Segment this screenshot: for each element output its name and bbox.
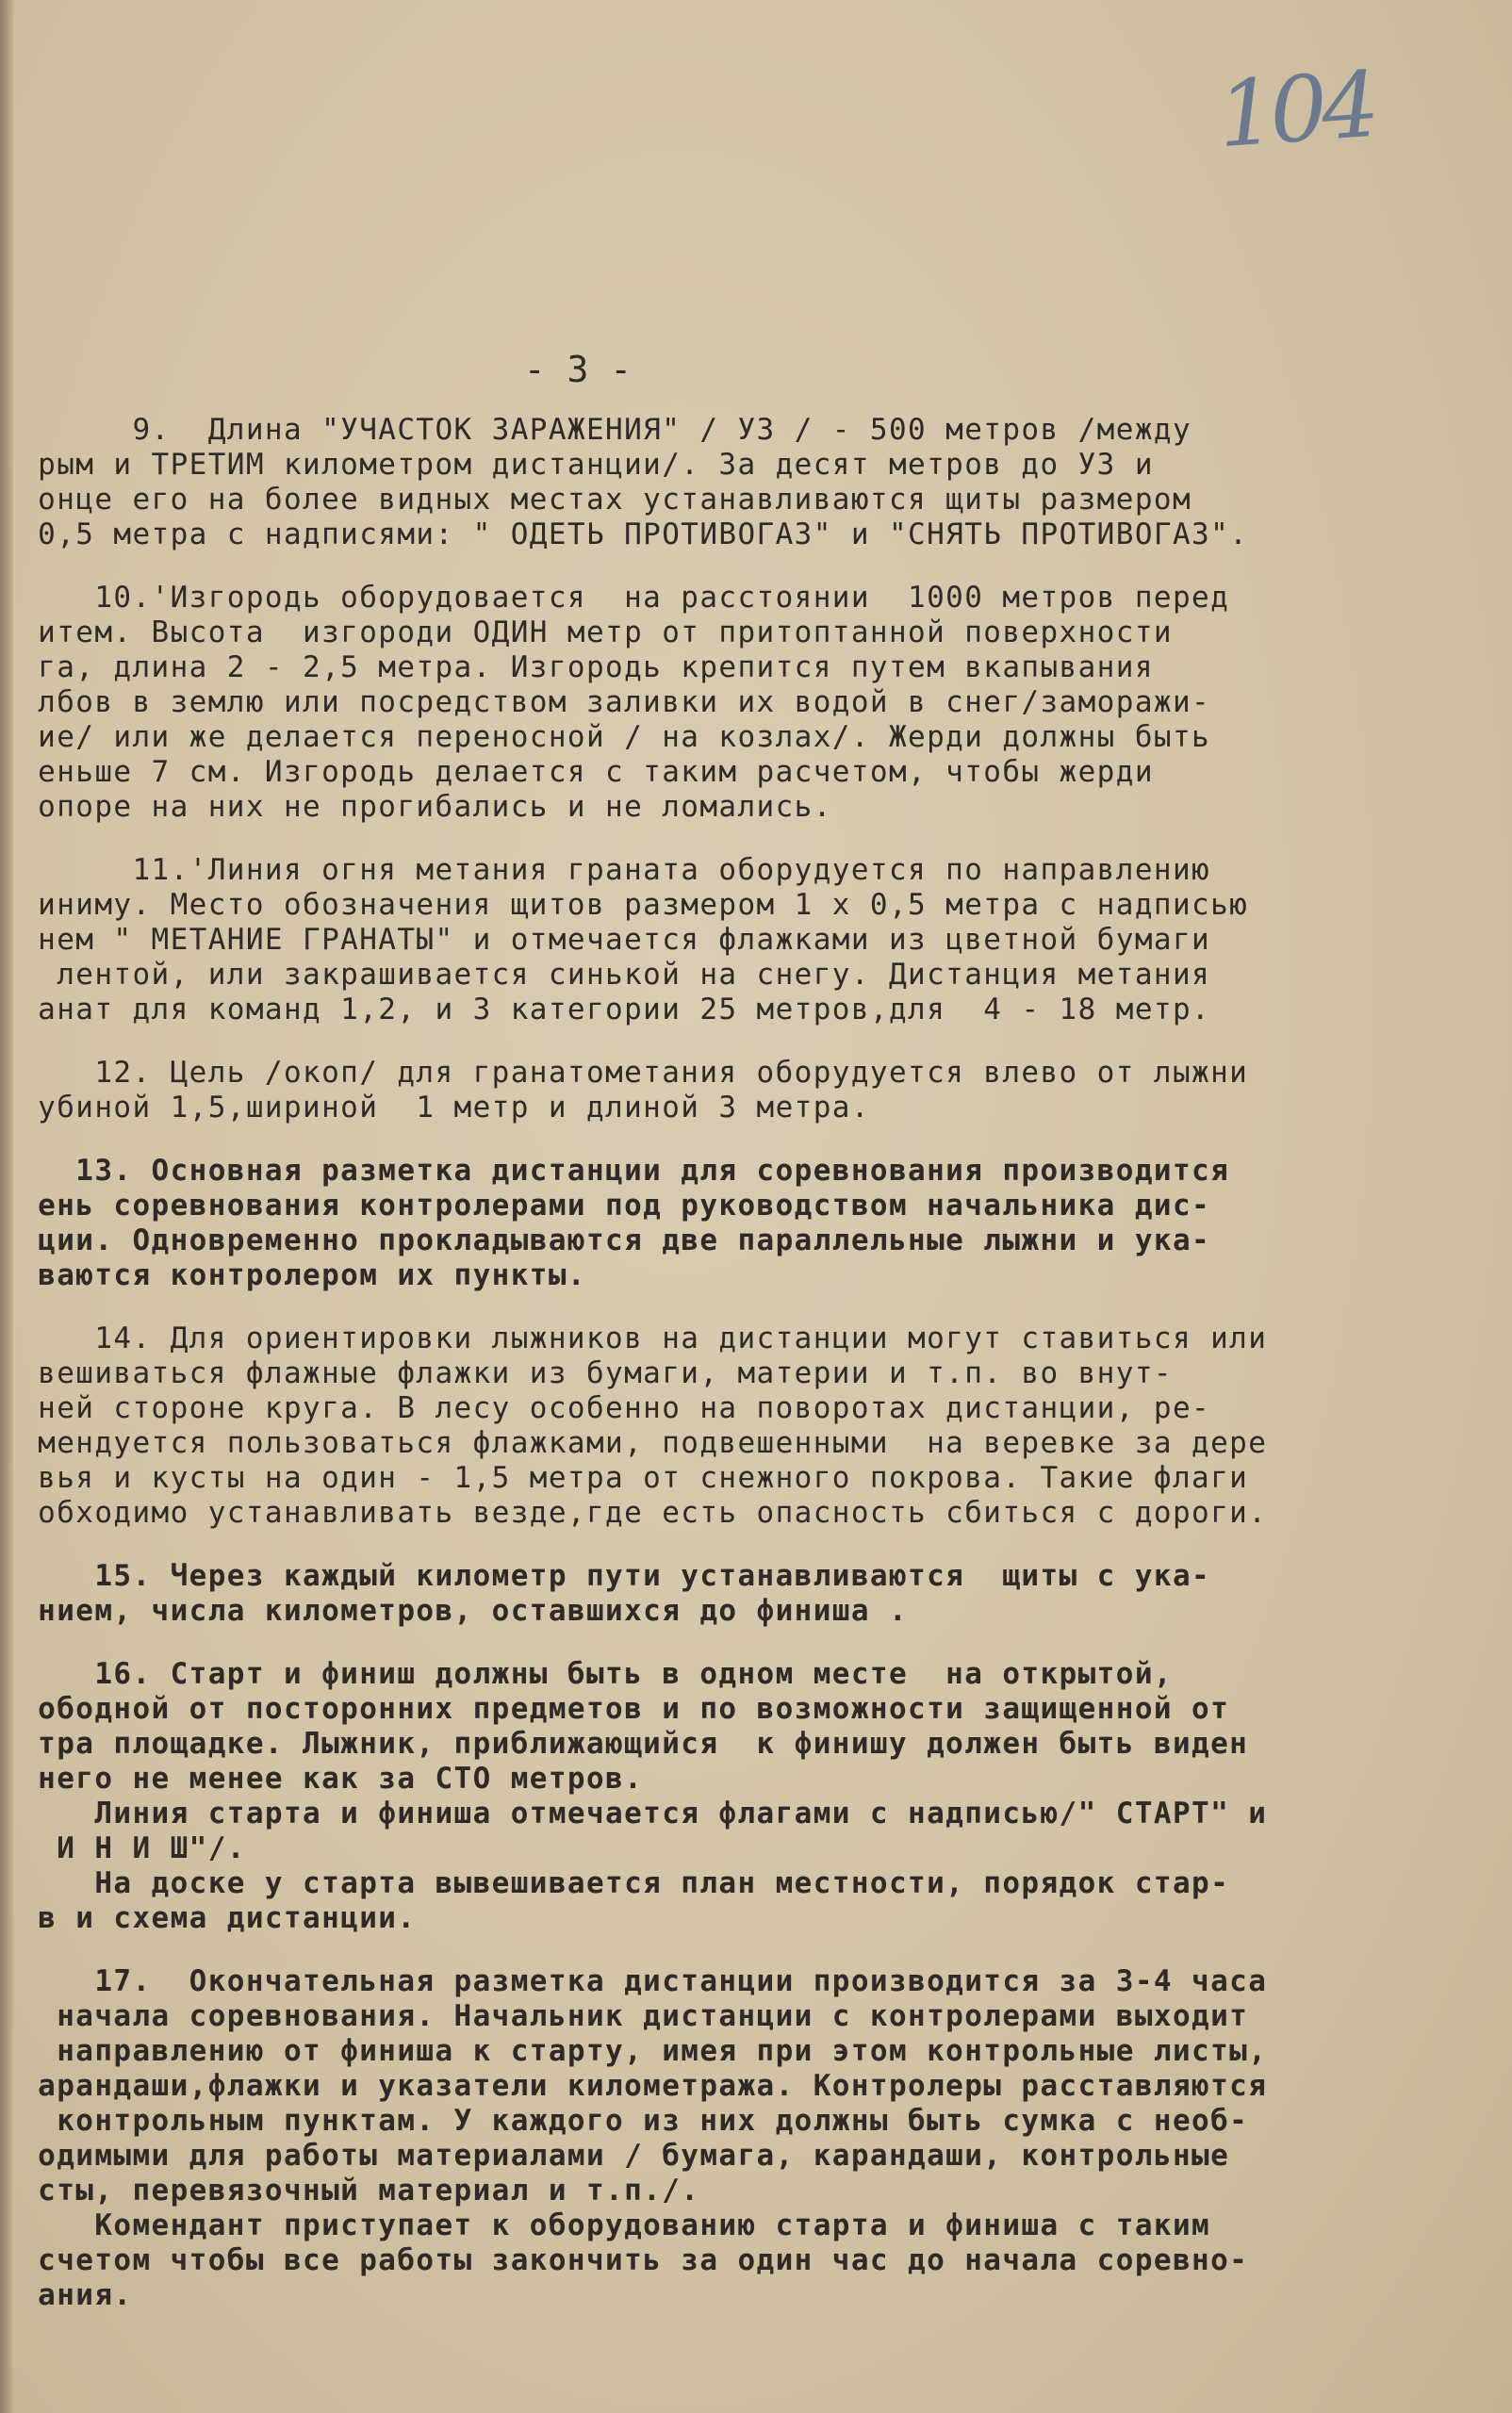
text-line: 13. Основная разметка дистанции для соревнования производится — [0, 1154, 1230, 1188]
text-line: ие/ или же делается переносной / на козлах/. Жерди должны быть — [0, 720, 1211, 754]
text-line: 10.'Изгородь оборудовается на расстоянии 1000 метров перед — [0, 581, 1230, 615]
text-line: ваются контролером их пункты. — [0, 1258, 586, 1292]
text-line: одимыми для работы материалами / бумага, карандаши, контрольные — [0, 2139, 1230, 2173]
text-line: ания. — [0, 2278, 133, 2312]
text-line: онце его на более видных местах устанавливаются щиты размером — [0, 483, 1192, 517]
text-line: га, длина 2 - 2,5 метра. Изгородь крепится путем вкапывания — [0, 650, 1154, 684]
text-line: На доске у старта вывешивается план местности, порядок стар- — [0, 1866, 1230, 1900]
text-line: нем " МЕТАНИЕ ГРАНАТЫ" и отмечается флажками из цветной бумаги — [0, 923, 1211, 957]
text-line: мендуется пользоваться флажками, подвешенными на веревке за дере — [0, 1426, 1268, 1460]
text-line: счетом чтобы все работы закончить за один час до начала соревно- — [0, 2243, 1249, 2277]
text-line: 9. Длина "УЧАСТОК ЗАРАЖЕНИЯ" / УЗ / - 500 метров /между — [0, 413, 1192, 447]
text-line: лбов в землю или посредством заливки их водой в снег/заморажи- — [0, 685, 1211, 719]
paragraph-13 — [0, 1154, 1499, 1293]
text-line: рым и ТРЕТИМ километром дистанции/. За десят метров до УЗ и — [0, 448, 1154, 482]
paragraph-gap — [0, 1629, 1499, 1657]
text-line: него не менее как за СТО метров. — [0, 1762, 644, 1796]
text-line: Комендант приступает к оборудованию старта и финиша с таким — [0, 2208, 1211, 2242]
text-line: сты, перевязочный материал и т.п./. — [0, 2174, 700, 2208]
paragraph-14 — [0, 1321, 1499, 1531]
paragraph-16 — [0, 1657, 1499, 1936]
text-line: лентой, или закрашивается синькой на снегу. Дистанция метания — [0, 958, 1211, 992]
text-line: 11.'Линия огня метания граната оборудуется по направлению — [0, 853, 1211, 887]
text-line: начала соревнования. Начальник дистанции с контролерами выходит — [0, 1999, 1249, 2033]
text-line: ции. Одновременно прокладываются две параллельные лыжни и ука- — [0, 1223, 1211, 1257]
text-line: Линия старта и финиша отмечается флагами с надписью/" СТАРТ" и — [0, 1797, 1268, 1830]
text-line: И Н И Ш"/. — [0, 1831, 246, 1865]
text-line: 15. Через каждый километр пути устанавливаются щиты с ука- — [0, 1559, 1211, 1593]
paragraph-gap — [0, 1936, 1499, 1964]
text-line: 14. Для ориентировки лыжников на дистанции могут ставиться или — [0, 1321, 1268, 1355]
text-line: контрольным пунктам. У каждого из них должны быть сумка с необ- — [0, 2104, 1249, 2138]
text-line: 16. Старт и финиш должны быть в одном месте на открытой, — [0, 1657, 1173, 1691]
text-line: нием, числа километров, оставшихся до финиша . — [0, 1594, 909, 1628]
paragraph-gap — [0, 1027, 1499, 1056]
text-line: ней стороне круга. В лесу особенно на поворотах дистанции, ре- — [0, 1391, 1211, 1425]
text-line: вья и кусты на один - 1,5 метра от снежного покрова. Такие флаги — [0, 1461, 1249, 1495]
text-line: в и схема дистанции. — [0, 1901, 417, 1935]
text-line: направлению от финиша к старту, имея при этом контрольные листы, — [0, 2034, 1268, 2068]
text-line: опоре на них не прогибались и не ломались. — [0, 790, 832, 824]
text-line: иниму. Место обозначения щитов размером 1 х 0,5 метра с надписью — [0, 888, 1249, 922]
text-line: 17. Окончательная разметка дистанции производится за 3-4 часа — [0, 1964, 1268, 1998]
text-line: 12. Цель /окоп/ для гранатометания оборудуется влево от лыжни — [0, 1056, 1249, 1090]
paragraph-gap — [0, 1531, 1499, 1559]
handwritten-folio-number: 104 — [1214, 51, 1377, 169]
paragraph-12 — [0, 1056, 1499, 1125]
text-line: ень соревнования контролерами под руководством начальника дис- — [0, 1189, 1211, 1223]
paragraph-gap — [0, 1293, 1499, 1321]
text-line: 0,5 метра с надписями: " ОДЕТЬ ПРОТИВОГАЗ" и "СНЯТЬ ПРОТИВОГАЗ". — [0, 517, 1249, 551]
page-number: - 3 - — [523, 349, 633, 390]
paragraph-gap — [0, 1125, 1499, 1154]
text-line: убиной 1,5,шириной 1 метр и длиной 3 метра. — [0, 1091, 870, 1124]
text-line: анат для команд 1,2, и 3 категории 25 метров,для 4 - 18 метр. — [0, 993, 1211, 1026]
text-line: арандаши,флажки и указатели километража. Контролеры расставляются — [0, 2069, 1268, 2103]
text-line: тра площадке. Лыжник, приближающийся к финишу должен быть виден — [0, 1727, 1249, 1761]
paragraph-11 — [0, 853, 1499, 1027]
paragraph-15 — [0, 1559, 1499, 1629]
paragraph-gap — [0, 825, 1499, 853]
text-line: ободной от посторонних предметов и по возможности защищенной от — [0, 1692, 1230, 1726]
text-line: еньше 7 см. Изгородь делается с таким расчетом, чтобы жерди — [0, 755, 1154, 789]
document-body — [0, 413, 1499, 2313]
text-line: итем. Высота изгороди ОДИН метр от притоптанной поверхности — [0, 616, 1173, 649]
paragraph-9 — [0, 413, 1499, 552]
paragraph-17 — [0, 1964, 1499, 2313]
paragraph-gap — [0, 552, 1499, 581]
text-line: обходимо устанавливать везде,где есть опасность сбиться с дороги. — [0, 1496, 1268, 1530]
text-line: вешиваться флажные флажки из бумаги, материи и т.п. во внут- — [0, 1356, 1173, 1390]
paragraph-10 — [0, 581, 1499, 825]
